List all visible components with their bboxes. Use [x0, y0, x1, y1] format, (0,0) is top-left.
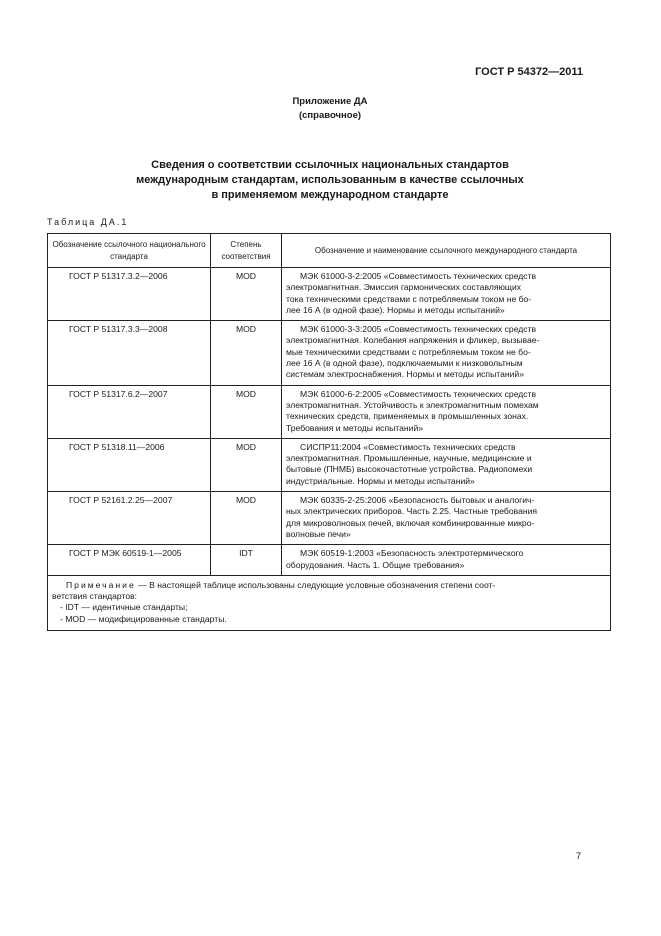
degree-cell: MOD	[211, 438, 282, 491]
intl-line: мые техническими средствами с потребляемым током не бо-	[286, 346, 531, 357]
note-first-line	[52, 580, 606, 591]
intl-line: СИСПР11:2004 «Совместимость технических средств	[300, 441, 516, 452]
title-line: международным стандартам, использованным в качестве ссылочных	[136, 174, 524, 186]
table-row	[48, 385, 611, 438]
standard-code: ГОСТ Р 54372—2011	[475, 66, 583, 78]
degree-cell: MOD	[211, 385, 282, 438]
intl-line: электромагнитная. Устойчивость к электромагнитным помехам	[286, 399, 539, 410]
intl-line: волновые печи»	[286, 528, 351, 539]
column-header-international: Обозначение и наименование ссылочного международного стандарта	[282, 234, 611, 268]
intl-line: оборудования. Часть 1. Общие требования»	[286, 559, 465, 570]
intl-line: технических средств, применяемых в промышленных зонах.	[286, 411, 529, 422]
degree-cell: IDT	[211, 545, 282, 576]
intl-line: системам электроснабжения. Нормы и методы испытаний»	[286, 369, 524, 380]
intl-line: для микроволновых печей, включая комбинированные микро-	[286, 517, 535, 528]
international-standard-cell	[282, 438, 611, 491]
intl-line: лее 16 А (в одной фазе). Нормы и методы испытаний»	[286, 304, 505, 315]
reference-table	[47, 233, 611, 631]
note-text: — В настоящей таблице использованы следующие условные обозначения степени соот-	[135, 579, 496, 590]
national-standard-cell: ГОСТ Р 51317.6.2—2007	[48, 385, 211, 438]
intl-line: электромагнитная. Эмиссия гармонических составляющих	[286, 282, 522, 293]
national-standard-cell: ГОСТ Р 51317.3.3—2008	[48, 321, 211, 385]
national-standard-cell: ГОСТ Р 52161.2.25—2007	[48, 492, 211, 545]
table-row	[48, 492, 611, 545]
degree-cell: MOD	[211, 268, 282, 321]
note-item: - IDT — идентичные стандарты;	[60, 602, 188, 613]
intl-line: МЭК 61000-6-2:2005 «Совместимость технических средств	[300, 388, 537, 399]
column-header-degree: Степень соответствия	[211, 234, 282, 268]
intl-line: бытовые (ПНМБ) высокочастотные устройства. Радиопомехи	[286, 464, 533, 475]
note-text-continued: ветствия стандартов:	[52, 591, 138, 602]
intl-line: ных электрических приборов. Часть 2.25. Частные требования	[286, 506, 538, 517]
international-standard-cell	[282, 545, 611, 576]
intl-line: индустриальные. Нормы и методы испытаний»	[286, 475, 475, 486]
table-row	[48, 268, 611, 321]
appendix-heading	[200, 95, 460, 123]
national-standard-cell: ГОСТ Р МЭК 60519-1—2005	[48, 545, 211, 576]
table-note-row	[48, 575, 611, 630]
intl-line: электромагнитная. Колебания напряжения и фликер, вызывае-	[286, 335, 540, 346]
column-header-national: Обозначение ссылочного национального стандарта	[48, 234, 211, 268]
table-row	[48, 321, 611, 385]
table-row	[48, 545, 611, 576]
national-standard-cell: ГОСТ Р 51318.11—2006	[48, 438, 211, 491]
intl-line: МЭК 60519-1:2003 «Безопасность электротермического	[300, 548, 524, 559]
intl-line: лее 16 А (в одной фазе), подключаемыми к низковольтным	[286, 358, 523, 369]
table-label: Таблица ДА.1	[47, 217, 129, 227]
note-label: Примечание	[66, 579, 136, 590]
intl-line: Требования и методы испытаний»	[286, 422, 424, 433]
international-standard-cell	[282, 268, 611, 321]
table-header-row	[48, 234, 611, 268]
title-line: в применяемом международном стандарте	[211, 189, 449, 201]
appendix-subtitle: (справочное)	[298, 110, 362, 121]
note-item: - MOD — модифицированные стандарты.	[60, 613, 227, 624]
title-line: Сведения о соответствии ссылочных национальных стандартов	[151, 159, 509, 171]
international-standard-cell	[282, 492, 611, 545]
table-note	[48, 575, 611, 630]
page-number: 7	[576, 851, 582, 861]
intl-line: МЭК 61000-3-2:2005 «Совместимость технических средств	[300, 271, 537, 281]
degree-cell: MOD	[211, 321, 282, 385]
intl-line: МЭК 60335-2-25:2006 «Безопасность бытовых и аналогич-	[300, 495, 535, 506]
national-standard-cell: ГОСТ Р 51317.3.2—2006	[48, 268, 211, 321]
table-row	[48, 438, 611, 491]
appendix-title: Приложение ДА	[292, 96, 368, 107]
degree-cell: MOD	[211, 492, 282, 545]
intl-line: тока техническими средствами с потребляемым током не бо-	[286, 293, 532, 304]
intl-line: МЭК 61000-3-3:2005 «Совместимость технических средств	[300, 324, 537, 335]
intl-line: электромагнитная. Промышленные, научные, медицинские и	[286, 453, 532, 464]
document-title	[90, 158, 570, 203]
international-standard-cell	[282, 321, 611, 385]
international-standard-cell	[282, 385, 611, 438]
